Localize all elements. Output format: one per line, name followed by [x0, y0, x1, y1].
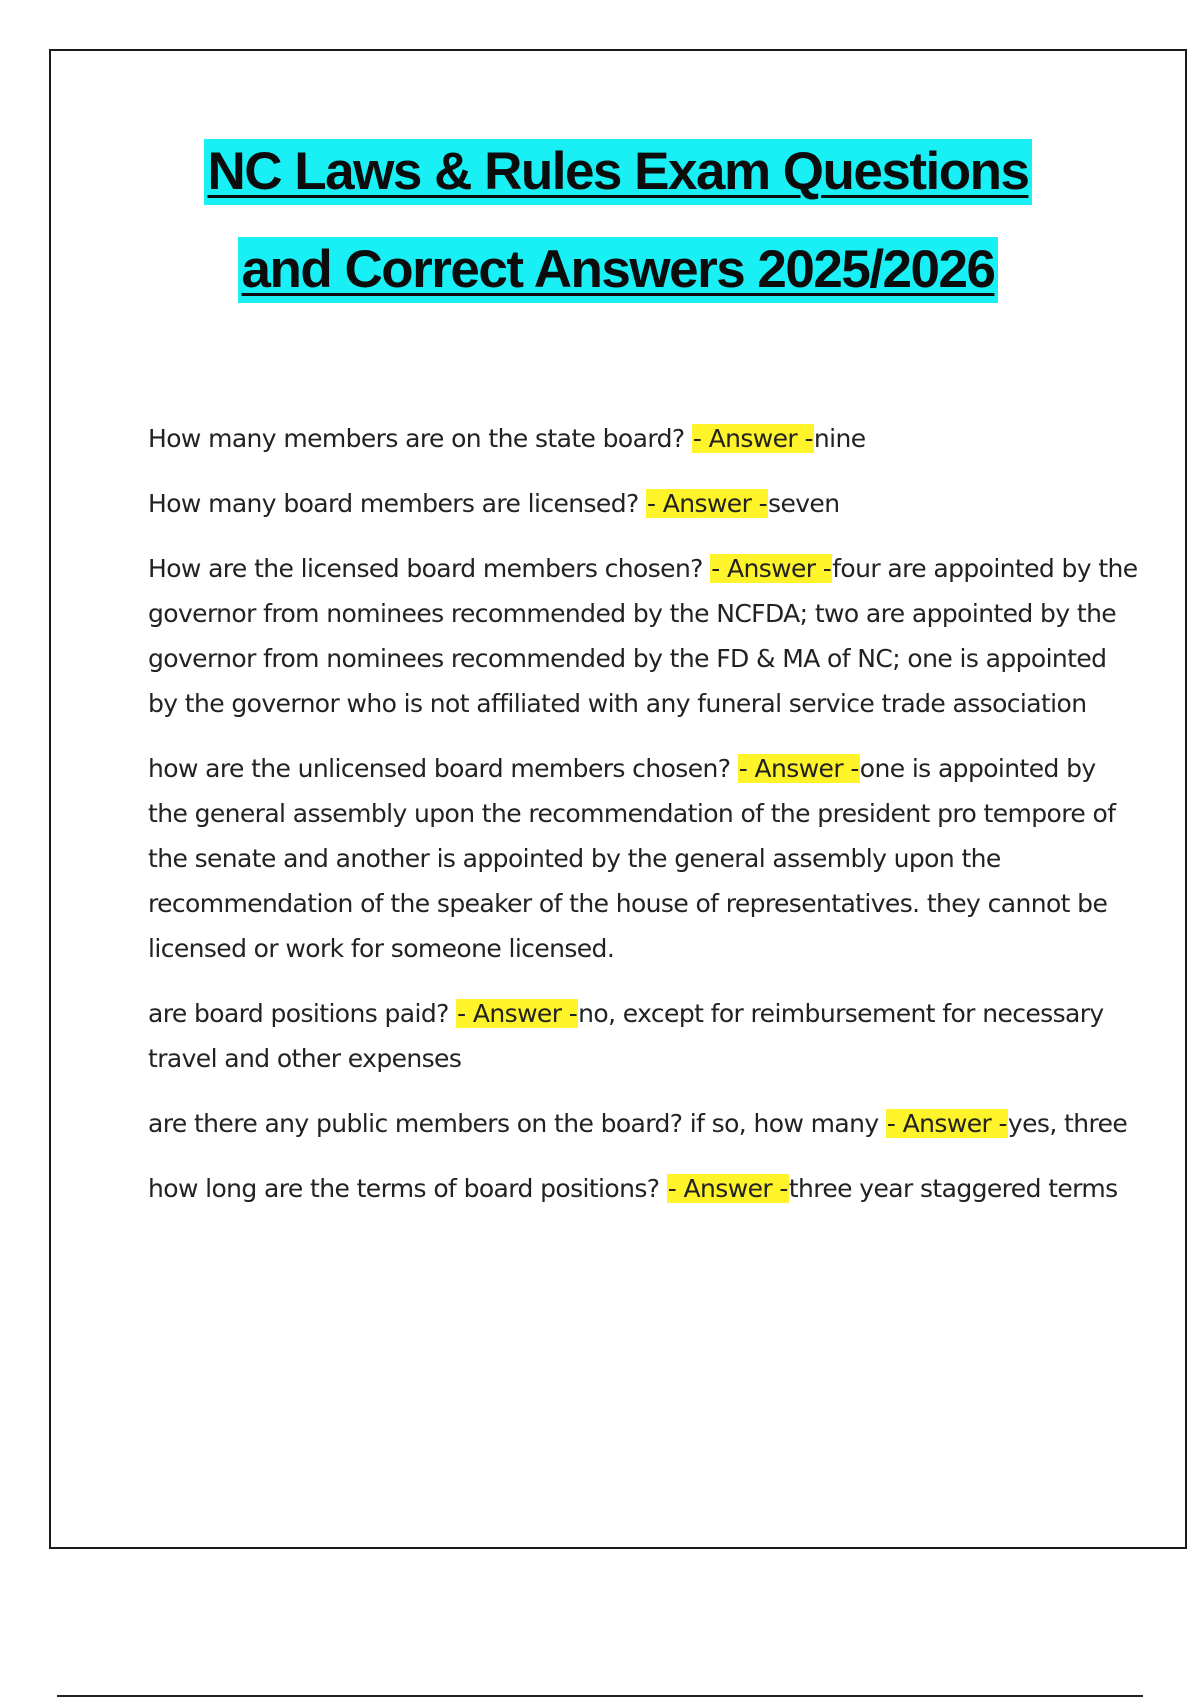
- title-line-2-wrap: [51, 237, 1185, 303]
- answer-marker: - Answer -: [667, 1174, 788, 1203]
- qa-item-2: [148, 481, 1138, 526]
- qa-item-1: [148, 416, 1138, 461]
- answer-marker: - Answer -: [886, 1109, 1007, 1138]
- qa-list: [148, 416, 1138, 1231]
- answer-text: one is appointed by the general assembly upon the recommendation of the president pro tempore of the senate and another is appointed by the general assembly upon the recommendation of the speaker of the house of representatives. they cannot be licensed or work for someone licensed.: [148, 754, 1116, 963]
- footer-divider: [57, 1695, 1143, 1697]
- answer-text: four are appointed by the governor from nominees recommended by the NCFDA; two are appointed by the governor from nominees recommended by the FD & MA of NC; one is appointed by the governor who is not affiliated with any funeral service trade association: [148, 554, 1138, 718]
- question-text: How are the licensed board members chosen?: [148, 554, 711, 583]
- qa-item-3: [148, 546, 1138, 726]
- question-text: are board positions paid?: [148, 999, 457, 1028]
- question-text: how are the unlicensed board members chosen?: [148, 754, 738, 783]
- answer-marker: - Answer -: [457, 999, 578, 1028]
- qa-item-6: [148, 1101, 1138, 1146]
- title-line-1-wrap: [51, 139, 1185, 205]
- answer-marker: - Answer -: [738, 754, 859, 783]
- page-frame: [49, 49, 1187, 1549]
- question-text: how long are the terms of board positions?: [148, 1174, 667, 1203]
- document-title: [51, 139, 1185, 303]
- answer-marker: - Answer -: [647, 489, 768, 518]
- answer-text: nine: [813, 424, 866, 453]
- answer-text: yes, three: [1007, 1109, 1128, 1138]
- qa-item-4: [148, 746, 1138, 971]
- title-line-1: NC Laws & Rules Exam Questions: [204, 139, 1033, 205]
- answer-text: seven: [768, 489, 840, 518]
- question-text: How many members are on the state board?: [148, 424, 692, 453]
- question-text: are there any public members on the board? if so, how many: [148, 1109, 886, 1138]
- qa-item-5: [148, 991, 1138, 1081]
- answer-text: three year staggered terms: [788, 1174, 1118, 1203]
- answer-text: no, except for reimbursement for necessary travel and other expenses: [148, 999, 1104, 1073]
- qa-item-7: [148, 1166, 1138, 1211]
- title-line-2: and Correct Answers 2025/2026: [238, 237, 999, 303]
- answer-marker: - Answer -: [711, 554, 832, 583]
- question-text: How many board members are licensed?: [148, 489, 647, 518]
- answer-marker: - Answer -: [692, 424, 813, 453]
